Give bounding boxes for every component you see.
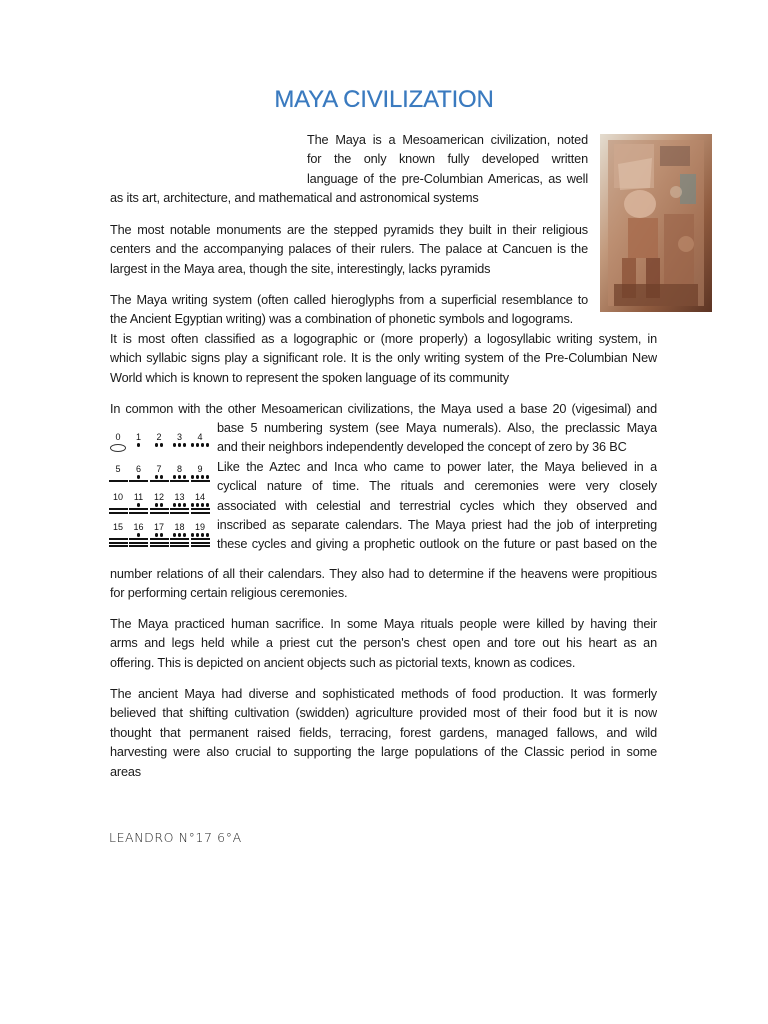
numeral-label: 18 (174, 522, 185, 532)
paragraph-line: In common with the other Mesoamerican civilizations, the Maya used a base 20 (vigesimal) and (110, 402, 657, 416)
numeral-glyph-icon (170, 443, 190, 457)
bar-icon (170, 508, 189, 510)
numeral-glyph-icon (129, 475, 149, 489)
numbers-paragraph (110, 400, 657, 419)
bar-icon (150, 512, 169, 514)
numeral-label: 10 (112, 492, 123, 502)
paragraph-line: offering. This is depicted on ancient objects such as pictorial texts, known as codices. (110, 655, 576, 670)
numeral-glyph-icon (170, 533, 190, 547)
numeral-label: 17 (153, 522, 164, 532)
paragraph-line: and their neighbors independently developed the concept of zero by 36 BC (217, 440, 627, 455)
dot-icon (155, 503, 158, 506)
dot-icon (173, 503, 176, 506)
intro-line: The Maya is a Mesoamerican civilization, noted (307, 133, 588, 147)
numeral-glyph-icon (129, 443, 149, 457)
dot-icon (183, 533, 186, 536)
dot-icon (183, 443, 186, 446)
numeral-glyph-icon (190, 443, 210, 457)
bar-icon (129, 538, 148, 540)
bar-icon (170, 542, 189, 544)
spacer (108, 475, 128, 479)
dots-icon (129, 533, 149, 537)
numeral-label: 13 (174, 492, 185, 502)
numeral-label: 0 (115, 432, 121, 442)
maya-numeral (129, 522, 149, 550)
paragraph-line: believed that shifting cultivation (swidden) agriculture provided most of their food but it is now (110, 706, 657, 721)
numeral-glyph-icon (108, 475, 128, 489)
paragraph-line: base 5 numbering system (see Maya numerals). Also, the preclassic Maya (217, 421, 657, 435)
maya-numeral (170, 464, 190, 492)
maya-relief-image (600, 134, 712, 312)
dot-icon (201, 443, 204, 446)
bar-icon (191, 512, 210, 514)
paragraph-line: The Maya writing system (often called hieroglyphs from a superficial resemblance to (110, 293, 588, 307)
dots-icon (129, 475, 149, 479)
bar-icon (191, 538, 210, 540)
maya-numeral (129, 432, 149, 460)
dot-icon (183, 475, 186, 478)
maya-numeral (170, 432, 190, 460)
dot-icon (160, 533, 163, 536)
bar-icon (109, 542, 128, 544)
paragraph-line: Like the Aztec and Inca who came to power later, the Maya believed in a (217, 459, 657, 474)
dot-icon (173, 475, 176, 478)
numeral-label: 7 (156, 464, 162, 474)
shell-icon (110, 444, 126, 452)
paragraph-line: for performing certain religious ceremonies. (110, 586, 348, 601)
numeral-glyph-icon (149, 443, 169, 457)
maya-numerals-figure (108, 432, 212, 552)
bar-icon (129, 512, 148, 514)
spacer (108, 503, 128, 507)
dot-icon (206, 533, 209, 536)
bar-icon (150, 538, 169, 540)
numeral-label: 11 (133, 492, 144, 502)
dot-icon (183, 503, 186, 506)
paragraph-line: The most notable monuments are the stepped pyramids they built in their religious (110, 223, 588, 237)
numeral-glyph-icon (190, 475, 210, 489)
maya-numeral (190, 492, 210, 520)
paragraph-line: number relations of all their calendars. They also had to determine if the heavens were propitious (110, 567, 657, 581)
numeral-row (108, 432, 212, 460)
numeral-label: 15 (112, 522, 123, 532)
dots-icon (149, 475, 169, 479)
maya-numeral (108, 432, 128, 460)
paragraph-line: largest in the Maya area, though the site, interestingly, lacks pyramids (110, 261, 491, 276)
dots-icon (170, 475, 190, 479)
maya-numeral (108, 522, 128, 550)
maya-numeral (129, 464, 149, 492)
bar-icon (150, 480, 169, 482)
numeral-row (108, 464, 212, 492)
numbers-paragraph-tail (110, 565, 657, 604)
bar-icon (191, 480, 210, 482)
bar-icon (191, 545, 210, 547)
maya-numeral (149, 432, 169, 460)
dots-icon (190, 533, 210, 537)
dot-icon (196, 533, 199, 536)
bar-icon (191, 542, 210, 544)
intro-paragraph-tail (110, 189, 590, 208)
bar-icon (170, 512, 189, 514)
dot-icon (191, 533, 194, 536)
dots-icon (190, 503, 210, 507)
maya-numeral (129, 492, 149, 520)
maya-numeral (149, 492, 169, 520)
spacer (108, 533, 128, 537)
dot-icon (137, 443, 140, 446)
numeral-label: 5 (115, 464, 121, 474)
bar-icon (150, 508, 169, 510)
bar-icon (191, 508, 210, 510)
dots-icon (190, 475, 210, 479)
numeral-label: 14 (194, 492, 205, 502)
maya-numeral (190, 522, 210, 550)
dots-icon (149, 443, 169, 447)
dot-icon (160, 443, 163, 446)
monuments-paragraph (110, 221, 588, 279)
maya-numeral (170, 522, 190, 550)
dots-icon (129, 503, 149, 507)
maya-numeral (149, 522, 169, 550)
dot-icon (201, 503, 204, 506)
numeral-glyph-icon (190, 533, 210, 547)
bar-icon (150, 545, 169, 547)
bar-icon (109, 480, 128, 482)
writing-paragraph-cont (110, 330, 657, 388)
dots-icon (170, 533, 190, 537)
maya-numeral (108, 464, 128, 492)
numeral-label: 9 (197, 464, 203, 474)
numeral-label: 16 (133, 522, 144, 532)
bar-icon (109, 508, 128, 510)
bar-icon (150, 542, 169, 544)
paragraph-line: which syllabic signs play a significant role. It is the only writing system of the Pre-Columbian New (110, 351, 657, 366)
numeral-label: 3 (176, 432, 182, 442)
sacrifice-paragraph (110, 615, 657, 673)
dot-icon (201, 475, 204, 478)
dots-icon (190, 443, 210, 447)
dot-icon (206, 503, 209, 506)
paragraph-line: arms and legs held while a priest cut the person's chest open and tore out his heart as an (110, 636, 657, 651)
paragraph-line: inscribed as separate calendars. The Maya priest had the job of interpreting (217, 517, 657, 532)
paragraph-line: centers and the accompanying palaces of their rulers. The palace at Cancuen is the (110, 242, 588, 257)
numeral-glyph-icon (170, 475, 190, 489)
paragraph-line: World which is known to represent the spoken language of its community (110, 370, 510, 385)
bar-icon (129, 480, 148, 482)
bar-icon (170, 545, 189, 547)
numeral-glyph-icon (170, 503, 190, 517)
numeral-label: 6 (135, 464, 141, 474)
dot-icon (173, 533, 176, 536)
paragraph-line: It is most often classified as a logographic or (more properly) a logosyllabic writing system, in (110, 332, 657, 346)
numeral-glyph-icon (108, 503, 128, 517)
paragraph-line: The Maya practiced human sacrifice. In some Maya rituals people were killed by having their (110, 617, 657, 631)
dot-icon (155, 443, 158, 446)
bar-icon (129, 545, 148, 547)
numeral-label: 8 (176, 464, 182, 474)
dot-icon (201, 533, 204, 536)
paragraph-line: harvesting were also crucial to supporting the large populations of the Classic period in some (110, 745, 657, 760)
food-paragraph (110, 685, 657, 782)
bar-icon (129, 542, 148, 544)
paragraph-line: thought that permanent raised fields, terracing, forest gardens, managed fallows, and wild (110, 725, 657, 740)
dot-icon (178, 475, 181, 478)
dot-icon (155, 475, 158, 478)
dots-icon (129, 443, 149, 447)
shell-zero-icon (108, 444, 128, 458)
maya-numeral (190, 464, 210, 492)
numeral-label: 1 (135, 432, 141, 442)
maya-numeral (170, 492, 190, 520)
numbers-paragraph-wrap (217, 419, 657, 555)
paragraph-line: The ancient Maya had diverse and sophisticated methods of food production. It was formerly (110, 687, 657, 701)
maya-numeral (190, 432, 210, 460)
dot-icon (196, 443, 199, 446)
author-signature: LEANDRO N°17 6°A (109, 830, 242, 845)
page-title: MAYA CIVILIZATION (274, 86, 494, 113)
dot-icon (191, 503, 194, 506)
dot-icon (191, 475, 194, 478)
dot-icon (191, 443, 194, 446)
dot-icon (206, 475, 209, 478)
bar-icon (109, 545, 128, 547)
maya-numeral (149, 464, 169, 492)
bar-icon (170, 480, 189, 482)
intro-line: for the only known fully developed written (307, 152, 588, 167)
numeral-glyph-icon (129, 503, 149, 517)
numeral-glyph-icon (149, 533, 169, 547)
numeral-label: 12 (153, 492, 164, 502)
maya-numeral (108, 492, 128, 520)
writing-paragraph (110, 291, 588, 330)
dots-icon (149, 503, 169, 507)
dot-icon (178, 443, 181, 446)
bar-icon (129, 508, 148, 510)
numeral-label: 2 (156, 432, 162, 442)
maya-relief-photo (600, 134, 712, 312)
intro-line: language of the pre-Columbian Americas, as well (307, 171, 588, 186)
dot-icon (196, 475, 199, 478)
intro-paragraph (307, 131, 588, 189)
paragraph-line: associated with celestial and terrestrial cycles which they observed and (217, 498, 657, 513)
paragraph-line: these cycles and giving a prophetic outlook on the future or past based on the (217, 537, 657, 552)
numeral-label: 4 (197, 432, 203, 442)
paragraph-line: cyclical nature of time. The rituals and ceremonies were very closely (217, 479, 657, 494)
dot-icon (137, 503, 140, 506)
paragraph-line: the Ancient Egyptian writing) was a combination of phonetic symbols and logograms. (110, 312, 574, 327)
dot-icon (178, 503, 181, 506)
dot-icon (155, 533, 158, 536)
dot-icon (160, 503, 163, 506)
dots-icon (149, 533, 169, 537)
dot-icon (137, 533, 140, 536)
numeral-row (108, 492, 212, 520)
numeral-glyph-icon (129, 533, 149, 547)
bar-icon (109, 512, 128, 514)
bar-icon (170, 538, 189, 540)
bar-icon (109, 538, 128, 540)
dot-icon (173, 443, 176, 446)
numeral-glyph-icon (149, 503, 169, 517)
numeral-glyph-icon (108, 533, 128, 547)
dots-icon (170, 503, 190, 507)
dot-icon (196, 503, 199, 506)
numeral-label: 19 (194, 522, 205, 532)
numeral-glyph-icon (149, 475, 169, 489)
intro-line: as its art, architecture, and mathematical and astronomical systems (110, 191, 479, 205)
dot-icon (160, 475, 163, 478)
paragraph-line: areas (110, 764, 141, 779)
dot-icon (206, 443, 209, 446)
numeral-row (108, 522, 212, 550)
numeral-glyph-icon (190, 503, 210, 517)
dots-icon (170, 443, 190, 447)
dot-icon (137, 475, 140, 478)
dot-icon (178, 533, 181, 536)
